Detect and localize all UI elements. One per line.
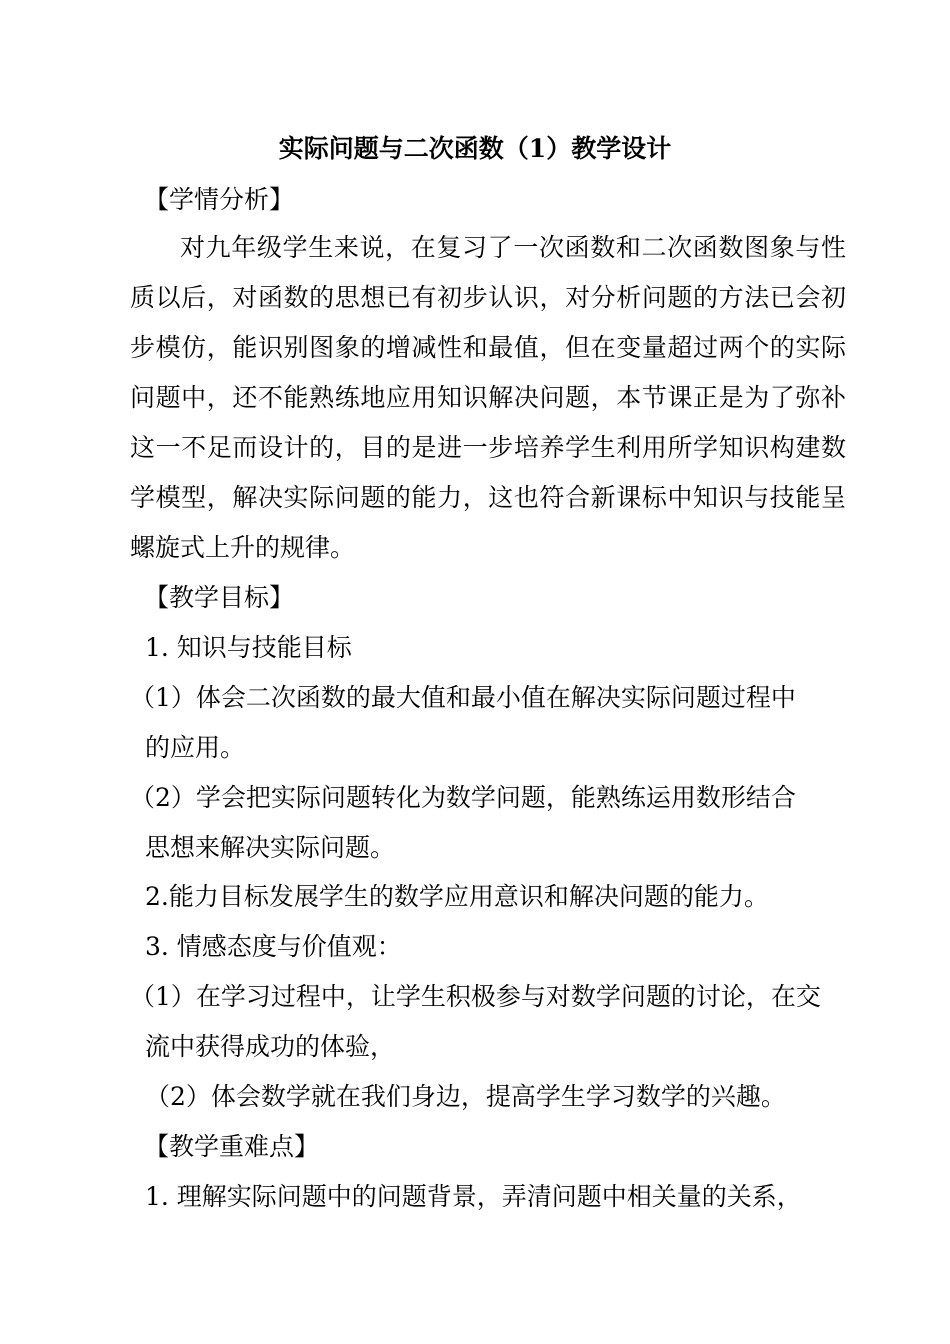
goal-emotion-1-line2: 流中获得成功的体验， xyxy=(145,1032,396,1061)
paragraph-line: 学模型，解决实际问题的能力，这也符合新课标中知识与技能呈 xyxy=(130,483,846,512)
goal-knowledge-2-line2: 思想来解决实际问题。 xyxy=(145,833,396,862)
section-heading-key-difficulties: 【教学重难点】 xyxy=(144,1132,320,1161)
section-heading-teaching-goals: 【教学目标】 xyxy=(144,583,295,612)
document-title: 实际问题与二次函数（1）教学设计 xyxy=(278,134,672,163)
goal-emotion-2: （2）体会数学就在我们身边，提高学生学习数学的兴趣。 xyxy=(145,1082,786,1111)
goal-ability: 2.能力目标发展学生的数学应用意识和解决问题的能力。 xyxy=(145,882,769,911)
goal-knowledge-1-line1: （1）体会二次函数的最大值和最小值在解决实际问题过程中 xyxy=(130,683,796,712)
goal-emotion-1-line1: （1）在学习过程中，让学生积极参与对数学问题的讨论，在交 xyxy=(130,982,821,1011)
goal-emotion-values: 3. 情感态度与价值观： xyxy=(145,932,402,961)
paragraph-line: 问题中，还不能熟练地应用知识解决问题，本节课正是为了弥补 xyxy=(130,383,846,412)
section-heading-student-analysis: 【学情分析】 xyxy=(144,185,295,214)
paragraph-line: 螺旋式上升的规律。 xyxy=(130,533,356,562)
paragraph-line: 这一不足而设计的，目的是进一步培养学生利用所学知识构建数 xyxy=(130,433,846,462)
paragraph-line: 步模仿，能识别图象的增减性和最值，但在变量超过两个的实际 xyxy=(130,333,846,362)
goal-knowledge-1-line2: 的应用。 xyxy=(145,733,246,762)
paragraph-line: 对九年级学生来说，在复习了一次函数和二次函数图象与性 xyxy=(180,233,846,262)
goal-knowledge-2-line1: （2）学会把实际问题转化为数学问题，能熟练运用数形结合 xyxy=(130,783,796,812)
paragraph-line: 质以后，对函数的思想已有初步认识，对分析问题的方法已会初 xyxy=(130,283,846,312)
key-difficulty-1: 1. 理解实际问题中的问题背景，弄清问题中相关量的关系， xyxy=(145,1182,802,1211)
goal-knowledge-skills: 1. 知识与技能目标 xyxy=(145,633,352,662)
